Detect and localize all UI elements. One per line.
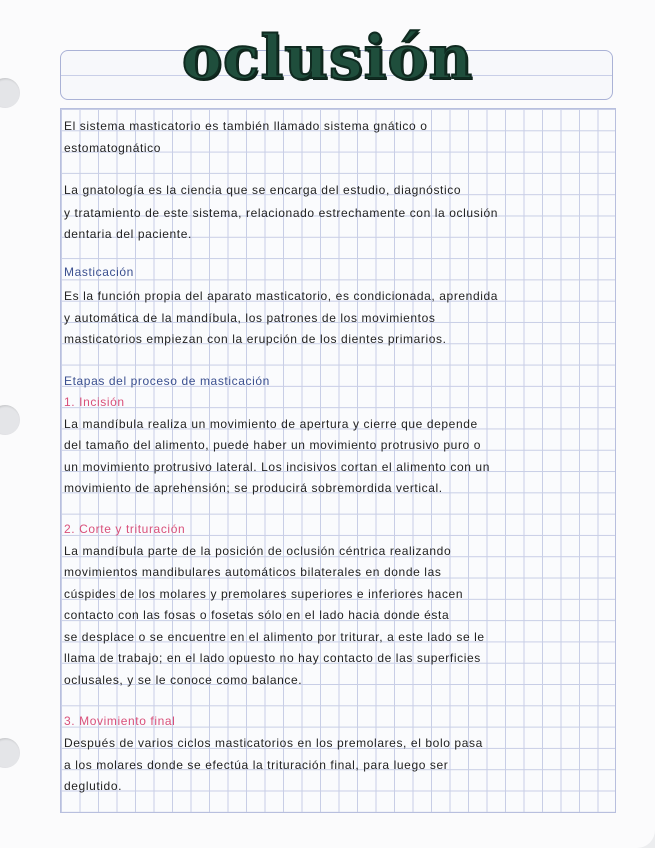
corte-line-7: oclusales, y se le conoce como balance. xyxy=(64,673,303,687)
movimiento-heading: 3. Movimiento final xyxy=(64,714,176,728)
gnatologia-line-3: dentaria del paciente. xyxy=(64,227,192,241)
corte-line-5: se desplace o se encuentre en el alimento por triturar, a este lado se le xyxy=(64,630,485,644)
etapas-heading: Etapas del proceso de masticación xyxy=(64,374,270,388)
movimiento-line-2: a los molares donde se efectúa la trituración final, para luego ser xyxy=(64,758,449,772)
movimiento-line-3: deglutido. xyxy=(64,779,123,793)
page-title: oclusión xyxy=(181,23,474,93)
corte-line-1: La mandíbula parte de la posición de oclusión céntrica realizando xyxy=(64,544,452,558)
gnatologia-line-2: y tratamiento de este sistema, relacionado estrechamente con la oclusión xyxy=(64,206,499,220)
masticacion-line-1: Es la función propia del aparato masticatorio, es condicionada, aprendida xyxy=(64,289,499,303)
intro-line-1: El sistema masticatorio es también llamado sistema gnático o xyxy=(64,119,428,133)
incision-line-1: La mandíbula realiza un movimiento de apertura y cierre que depende xyxy=(64,417,478,431)
masticacion-line-3: masticatorios empiezan con la erupción de los dientes primarios. xyxy=(64,332,447,346)
binder-hole xyxy=(0,405,20,435)
corte-line-6: llama de trabajo; en el lado opuesto no hay contacto de las superficies xyxy=(64,651,481,665)
corte-line-2: movimientos mandibulares automáticos bilaterales en donde las xyxy=(64,565,442,579)
corte-line-4: contacto con las fosas o fosetas sólo en el lado hacia donde ésta xyxy=(64,608,450,622)
incision-line-4: movimiento de aprehensión; se producirá sobremordida vertical. xyxy=(64,481,443,495)
corte-line-3: cúspides de los molares y premolares superiores e inferiores hacen xyxy=(64,587,464,601)
movimiento-line-1: Después de varios ciclos masticatorios en los premolares, el bolo pasa xyxy=(64,736,483,750)
corte-heading: 2. Corte y trituración xyxy=(64,522,186,536)
masticacion-heading: Masticación xyxy=(64,265,134,279)
intro-line-2: estomatognático xyxy=(64,141,162,155)
gnatologia-line-1: La gnatología es la ciencia que se encarga del estudio, diagnóstico xyxy=(64,183,462,197)
incision-line-3: un movimiento protrusivo lateral. Los incisivos cortan el alimento con un xyxy=(64,460,490,474)
incision-line-2: del tamaño del alimento, puede haber un movimiento protrusivo puro o xyxy=(64,438,482,452)
incision-heading: 1. Incisión xyxy=(64,395,125,409)
binder-hole xyxy=(0,738,20,768)
masticacion-line-2: y automática de la mandíbula, los patrones de los movimientos xyxy=(64,311,436,325)
